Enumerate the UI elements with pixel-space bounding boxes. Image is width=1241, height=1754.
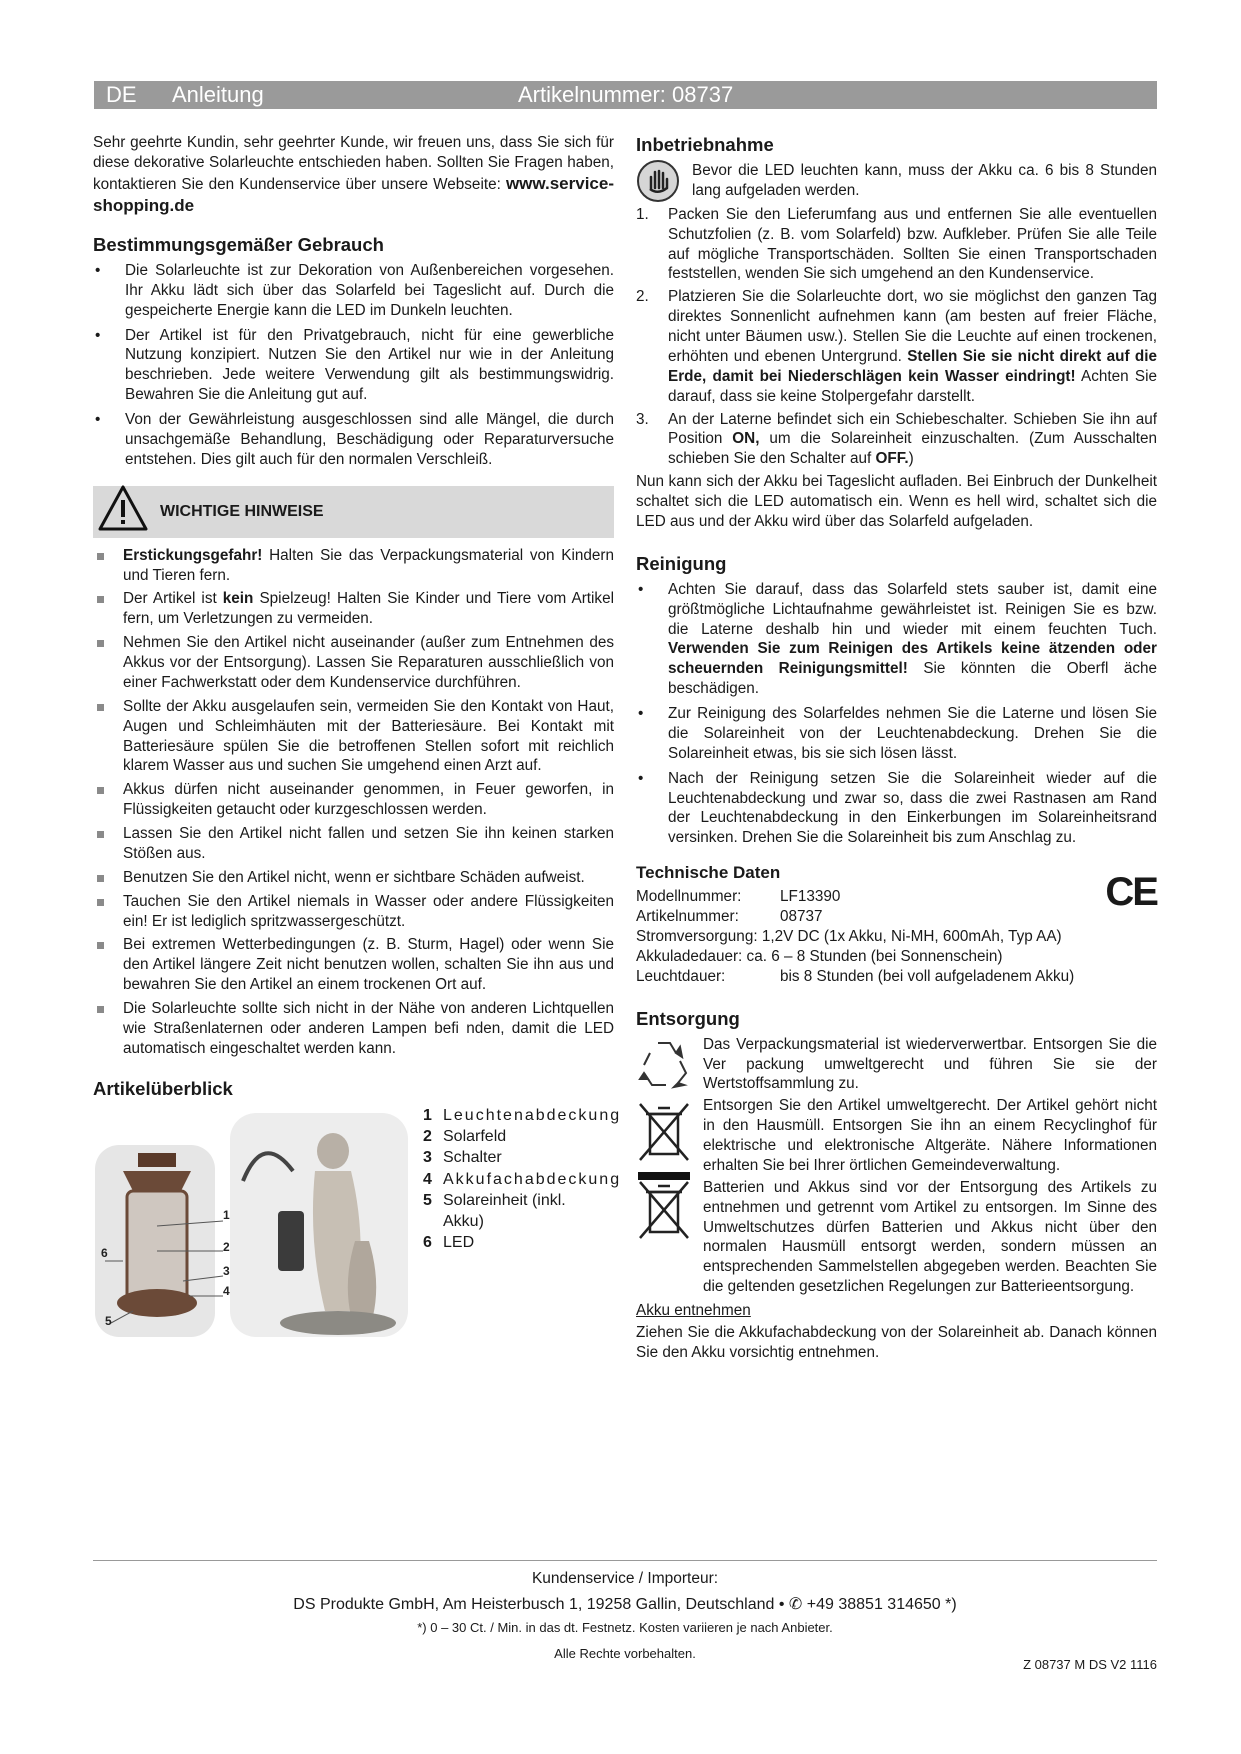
start-after-text: Nun kann sich der Akku bei Tageslicht aufladen. Bei Einbruch der Dunkelheit schaltet sich die LED automatisch ein. Wenn es hell wird, schaltet sich die LED aus und der Akku wird über das Solarfeld aufgeladen. [636,473,1157,530]
list-item: • Die Solarleuchte ist zur Dekoration von Außenbereichen vorgesehen. Ihr Akku lädt sich über das Solarfeld bei Tageslicht auf. Durch die gespeicherte Energie kann die LED im Dunkeln leuchten. [95,261,614,319]
crossed-bin-icon [636,1100,692,1188]
list-item: 6 LED [423,1234,475,1252]
list-item: 3 Schalter [423,1149,502,1167]
cleaning-heading: Reinigung [636,552,727,574]
product-overview [93,1105,622,1345]
disposal-battery: Batterien und Akkus sind vor der Entsorgung des Artikels zu entnehmen und getrennt vom Artikel zu entsorgen. Im Sinne des Umweltschutzes dürfen Batterien und Akkus nicht über den normalen Hausmüll entsorgt werden, sondern müssen an entsprechenden Sammelstellen abgegeben werden. Beachten Sie die geltenden gesetzlichen Regelungen zur Batterieentsorgung. [636,1178,1157,1297]
footer-note: *) 0 – 30 Ct. / Min. in das dt. Festnetz. Kosten variieren je nach Anbieter. [417,1619,833,1635]
battery-removal-text: Ziehen Sie die Akkufachabdeckung von der Solareinheit ab. Danach können Sie den Akku vorsichtig entnehmen. [636,1323,1157,1361]
list-item: Tauchen Sie den Artikel niemals in Wasser oder andere Flüssigkeiten ein! Er ist lediglich spritzwassergeschützt. [93,892,614,932]
callout-label: 4 [223,1283,230,1298]
article-number: Artikelnummer: 08737 [518,82,734,107]
list-item: Erstickungsgefahr! Halten Sie das Verpackungsmaterial von Kindern und Tieren fern. [93,546,614,586]
list-item: 1 Leuchtenabdeckung [423,1106,622,1124]
language-code: DE [106,82,137,107]
footer-rights: Alle Rechte vorbehalten. [554,1645,696,1661]
footer-service: Kundenservice / Importeur: [531,1570,719,1587]
list-item: 5 Solareinheit (inkl. Akku) [423,1191,566,1231]
footer-company: DS Produkte GmbH, Am Heisterbusch 1, 19258 Gallin, Deutschland • ✆ +49 38851 314650 *) [293,1596,957,1614]
spec-row: Modellnummer: LF13390 [636,888,841,906]
warning-list [93,546,614,1059]
usage-heading: Bestimmungsgemäßer Gebrauch [93,233,384,255]
callout-label: 2 [223,1239,230,1254]
footer [93,1560,1157,1672]
callout-label: 3 [223,1263,230,1278]
warning-triangle-icon [97,483,149,533]
intro-paragraph [93,133,614,217]
list-item: 3. An der Laterne befindet sich ein Schiebeschalter. Schieben Sie ihn auf Position ON, um die Solareinheit einzuschalten. (Zum Ausschalten schieben Sie den Schalter auf OFF.) [636,410,1158,468]
spec-row: Stromversorgung: 1,2V DC (1x Akku, Ni-MH, 600mAh, Typ AA) [636,928,1062,946]
spec-row: Leuchtdauer: bis 8 Stunden (bei voll aufgeladenem Akku) [636,967,1075,985]
manual-title: Anleitung [172,82,264,107]
parts-list [423,1105,622,1254]
list-item: • Von der Gewährleistung ausgeschlossen sind alle Mängel, die durch unsachgemäße Behandlung, Beschädigung oder Reparaturversuche entstehen. Dies gilt auch für den normalen Verschleiß. [95,411,614,468]
battery-removal-heading: Akku entnehmen [636,1302,751,1320]
right-column [636,133,1157,1363]
product-illustration [93,1111,413,1341]
service-website-link[interactable]: www.service-shopping.de [93,173,614,215]
list-item: Die Solarleuchte sollte sich nicht in der Nähe von anderen Lichtquellen wie Straßenlaternen oder anderen Lampen befi nden, damit die LED automatisch eingeschaltet werden kann. [93,999,614,1059]
hand-info-icon [636,159,680,203]
list-item: Der Artikel ist kein Spielzeug! Halten Sie Kinder und Tiere vom Artikel fern, um Verletzungen zu vermeiden. [93,589,614,629]
list-item: • Nach der Reinigung setzen Sie die Solareinheit wieder auf die Leuchtenabdeckung und zwar so, dass die zwei Rastnasen am Rand der Leuchtenabdeckung in den Einkerbungen im Solareinheitsrand versinken. Drehen Sie die Solareinheit bis zum Anschlag zu. [638,769,1157,847]
spec-row: Akkuladedauer: ca. 6 – 8 Stunden (bei Sonnenschein) [636,947,1003,965]
recycling-icon [636,1035,692,1091]
cleaning-list [636,580,1157,848]
ce-mark: CE [1105,870,1157,915]
disposal-packaging: Das Verpackungsmaterial ist wiederverwertbar. Entsorgen Sie die Ver packung umweltgerecht und führen Sie sie der Wertstoffsammlung zu. [636,1035,1157,1095]
list-item: • Achten Sie darauf, dass das Solarfeld stets sauber ist, damit eine größtmögliche Lichtaufnahme gewährleistet ist. Reinigen Sie es bzw. die Laterne deshalb hin und wieder mit einem feuchten Tuch. Verwenden Sie zum Reinigen des Artikels keine ätzenden oder scheuernden Reinigungsmittel! Sie könnten die Oberfl äche beschädigen. [638,580,1157,698]
specs-section [636,862,1157,986]
list-item: 2. Platzieren Sie die Solarleuchte dort, wo sie möglichst den ganzen Tag direktes Sonnenlicht aufnehmen kann (am besten auf freier Fläche, nicht unter Bäumen usw.). Stellen Sie die Leuchte auf einen trockenen, erhöhten und ebenen Untergrund. Stellen Sie sie nicht direkt auf die Erde, damit bei Niederschlägen kein Wasser eindringt! Achten Sie darauf, dass sie keine Stolpergefahr darstellt. [636,288,1158,405]
specs-heading: Technische Daten [636,863,781,883]
callout-label: 5 [105,1313,112,1328]
usage-list [93,261,614,470]
warning-title: WICHTIGE HINWEISE [160,502,324,520]
list-item: Bei extremen Wetterbedingungen (z. B. Sturm, Hagel) oder wenn Sie den Artikel längere Zeit nicht benutzen wollen, schalten Sie ihn aus und bewahren Sie den Artikel an einem trockenen Ort auf. [93,935,614,995]
list-item: Nehmen Sie den Artikel nicht auseinander (außer zum Entnehmen des Akkus vor der Entsorgung). Lassen Sie Reparaturen ausschließlich von einer Fachwerkstatt oder dem Kundenservice durchführen. [93,633,614,693]
list-item: Akkus dürfen nicht auseinander genommen, in Feuer geworfen, in Flüssigkeiten getaucht oder kurzgeschlossen werden. [93,780,614,820]
left-column [93,133,622,1345]
overview-heading: Artikelüberblick [93,1077,233,1099]
document-code: Z 08737 M DS V2 1116 [1023,1657,1157,1672]
callout-label: 1 [223,1207,230,1222]
list-item: 4 Akkufachabdeckung [423,1170,622,1188]
callout-label: 6 [101,1245,108,1260]
disposal-electronic: Entsorgen Sie den Artikel umweltgerecht. Der Artikel gehört nicht in den Hausmüll. Entsorgen Sie ihn an einem Recyclinghof für elektrische und elektronische Altgeräte. Nähere Informationen erhalten Sie bei Ihrer örtlichen Gemeindeverwaltung. [636,1096,1157,1176]
list-item: • Der Artikel ist für den Privatgebrauch, nicht für eine gewerbliche Nutzung konzipiert. Nutzen Sie den Artikel nur wie in der Anleitung beschrieben. Jede weitere Verwendung gilt als bestimmungswidrig. Bewahren Sie die Anleitung gut auf. [95,326,614,404]
warning-box [93,486,614,538]
start-note: Bevor die LED leuchten kann, muss der Akku ca. 6 bis 8 Stunden lang aufgeladen werden. [636,161,1157,201]
disposal-heading: Entsorgung [636,1007,740,1029]
list-item: • Zur Reinigung des Solarfeldes nehmen Sie die Laterne und lösen Sie die Solareinheit von der Leuchtenabdeckung. Drehen Sie die Solareinheit etwas, bis sie sich lösen lässt. [638,705,1157,762]
specs-table [636,887,1157,986]
list-item: Benutzen Sie den Artikel nicht, wenn er sichtbare Schäden aufweist. [93,868,614,888]
battery-bin-icon [636,1180,692,1244]
spec-row: Artikelnummer: 08737 [636,908,823,926]
header-bar [94,81,1157,109]
list-item: Sollte der Akku ausgelaufen sein, vermeiden Sie den Kontakt von Haut, Augen und Schleimhäuten mit der Batteriesäure. Bei Kontakt mit Batteriesäure spülen Sie die betroffenen Stellen sofort mit reichlich klarem Wasser aus und suchen Sie umgehend einen Arzt auf. [93,697,614,777]
intro-text: Sehr geehrte Kundin, sehr geehrter Kunde, wir freuen uns, dass Sie sich für diese dekorative Solarleuchte entschieden haben. Sollten Sie Fragen haben, kontaktieren Sie den Kundenservice über unsere Webseite: [93,134,614,193]
list-item: 2 Solarfeld [423,1128,507,1146]
start-heading: Inbetriebnahme [636,134,774,155]
list-item: 1. Packen Sie den Lieferumfang aus und entfernen Sie alle eventuellen Schutzfolien (z. B. vom Solarfeld) bzw. Aufkleber. Prüfen Sie alle Teile auf mögliche Transportschäden. Sollten Sie einen Transportschaden feststellen, wenden Sie sich umgehend an den Kundenservice. [636,205,1157,283]
start-steps [636,205,1157,469]
list-item: Lassen Sie den Artikel nicht fallen und setzen Sie ihn keinen starken Stößen aus. [93,824,614,864]
